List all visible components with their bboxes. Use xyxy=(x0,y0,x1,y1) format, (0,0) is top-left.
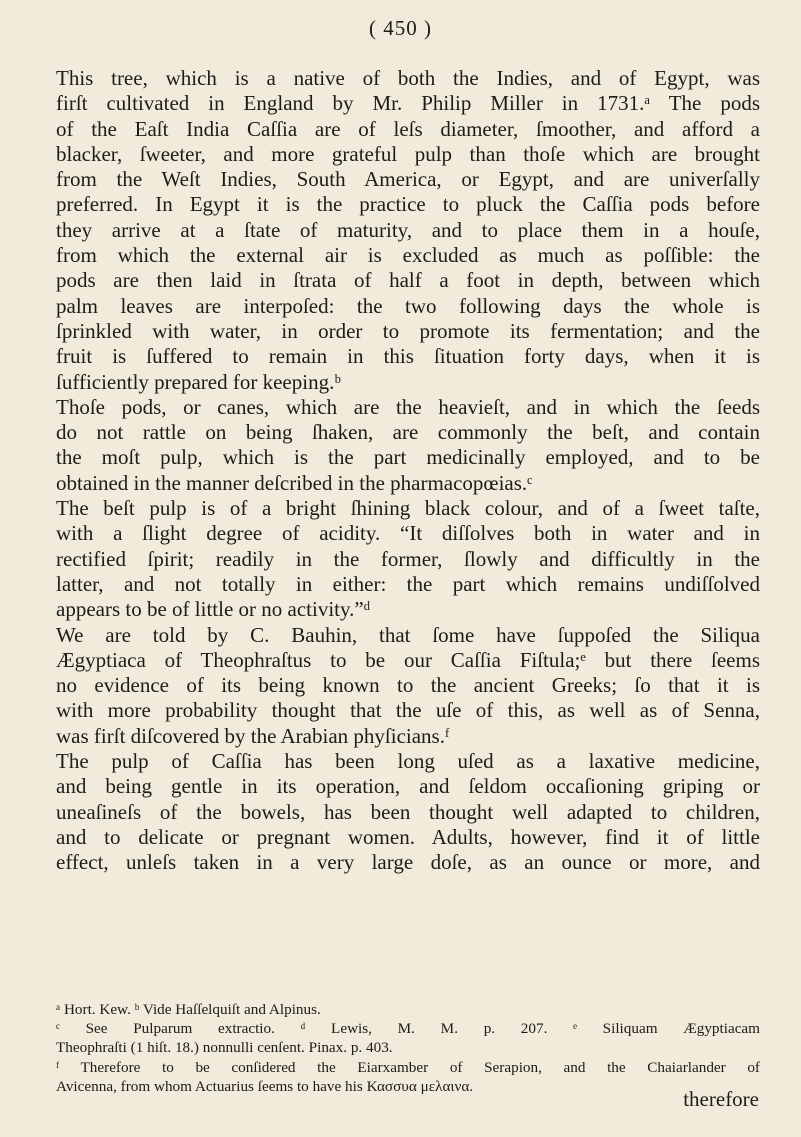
body-line: of the Eaſt India Caſſia are of leſs diameter, ſmoother, and afford a xyxy=(56,116,760,141)
footnotes xyxy=(56,1000,760,1096)
body-line: rectified ſpirit; readily in the former, ſlowly and difficultly in the xyxy=(56,546,760,571)
body-line: from the Weſt Indies, South America, or Egypt, and are univerſally xyxy=(56,167,760,192)
body-line: This tree, which is a native of both the Indies, and of Egypt, was xyxy=(56,66,760,90)
body-line: and being gentle in its operation, and ſeldom occaſioning griping or xyxy=(56,774,760,799)
body-line: no evidence of its being known to the ancient Greeks; ſo that it is xyxy=(56,673,760,698)
body-line: with more probability thought that the uſe of this, as well as of Senna, xyxy=(56,698,760,723)
footnote-line: ᵃ Hort. Kew. ᵇ Vide Haſſelquiſt and Alpinus. xyxy=(56,1001,321,1018)
body-line: and to delicate or pregnant women. Adults, however, find it of little xyxy=(56,824,760,849)
footnote-line: ᶜ See Pulparum extractio. ᵈ Lewis, M. M. p. 207. ᵉ Siliquam Ægyptiacam xyxy=(56,1020,760,1038)
body-text xyxy=(56,66,760,876)
page-number: ( 450 ) xyxy=(369,16,432,40)
body-line: from which the external air is excluded as much as poſſible: the xyxy=(56,243,760,268)
footnote-line: Avicenna, from whom Actuarius ſeems to have his Κασσυα μελαινα. xyxy=(56,1077,474,1095)
body-line: Ægyptiaca of Theophraſtus to be our Caſſia Fiſtula;ᵉ but there ſeems xyxy=(56,647,760,672)
body-line: The beſt pulp is of a bright ſhining black colour, and of a ſweet taſte, xyxy=(56,496,760,521)
footnote-line: Theophraſti (1 hiſt. 18.) nonnulli cenſent. Pinax. p. 403. xyxy=(56,1039,393,1057)
body-line: uneaſineſs of the bowels, has been thought well adapted to children, xyxy=(56,799,760,824)
footnote-line: ᶠ Therefore to be conſidered the Eiarxamber of Serapion, and the Chaiarlander of xyxy=(56,1058,760,1076)
body-line: they arrive at a ſtate of maturity, and to place them in a houſe, xyxy=(56,217,760,242)
body-line: ſufficiently prepared for keeping.ᵇ xyxy=(56,369,341,394)
body-line: palm leaves are interpoſed: the two following days the whole is xyxy=(56,293,760,318)
body-line: preferred. In Egypt it is the practice to pluck the Caſſia pods before xyxy=(56,192,760,217)
body-line: latter, and not totally in either: the part which remains undiſſolved xyxy=(56,571,760,596)
body-line: was firſt diſcovered by the Arabian phyſicians.ᶠ xyxy=(56,723,450,748)
body-line: obtained in the manner deſcribed in the pharmacopœias.ᶜ xyxy=(56,470,533,495)
body-line: The pulp of Caſſia has been long uſed as a laxative medicine, xyxy=(56,749,760,774)
body-line: effect, unleſs taken in a very large doſe, as an ounce or more, and xyxy=(56,850,760,875)
body-line: firſt cultivated in England by Mr. Philip Miller in 1731.ᵃ The pods xyxy=(56,91,760,116)
body-line: pods are then laid in ſtrata of half a foot in depth, between which xyxy=(56,268,760,293)
body-line: ſprinkled with water, in order to promote its fermentation; and the xyxy=(56,318,760,343)
body-line: Thoſe pods, or canes, which are the heavieſt, and in which the ſeeds xyxy=(56,394,760,419)
body-line: with a ſlight degree of acidity. “It diſſolves both in water and in xyxy=(56,521,760,546)
body-line: fruit is ſuffered to remain in this ſituation forty days, when it is xyxy=(56,344,760,369)
body-line: blacker, ſweeter, and more grateful pulp than thoſe which are brought xyxy=(56,141,760,166)
catchword: therefore xyxy=(683,1087,759,1111)
body-line: the moſt pulp, which is the part medicinally employed, and to be xyxy=(56,445,760,470)
body-line: We are told by C. Bauhin, that ſome have ſuppoſed the Siliqua xyxy=(56,622,760,647)
body-line: appears to be of little or no activity.”ᵈ xyxy=(56,597,371,622)
body-line: do not rattle on being ſhaken, are commonly the beſt, and contain xyxy=(56,420,760,445)
